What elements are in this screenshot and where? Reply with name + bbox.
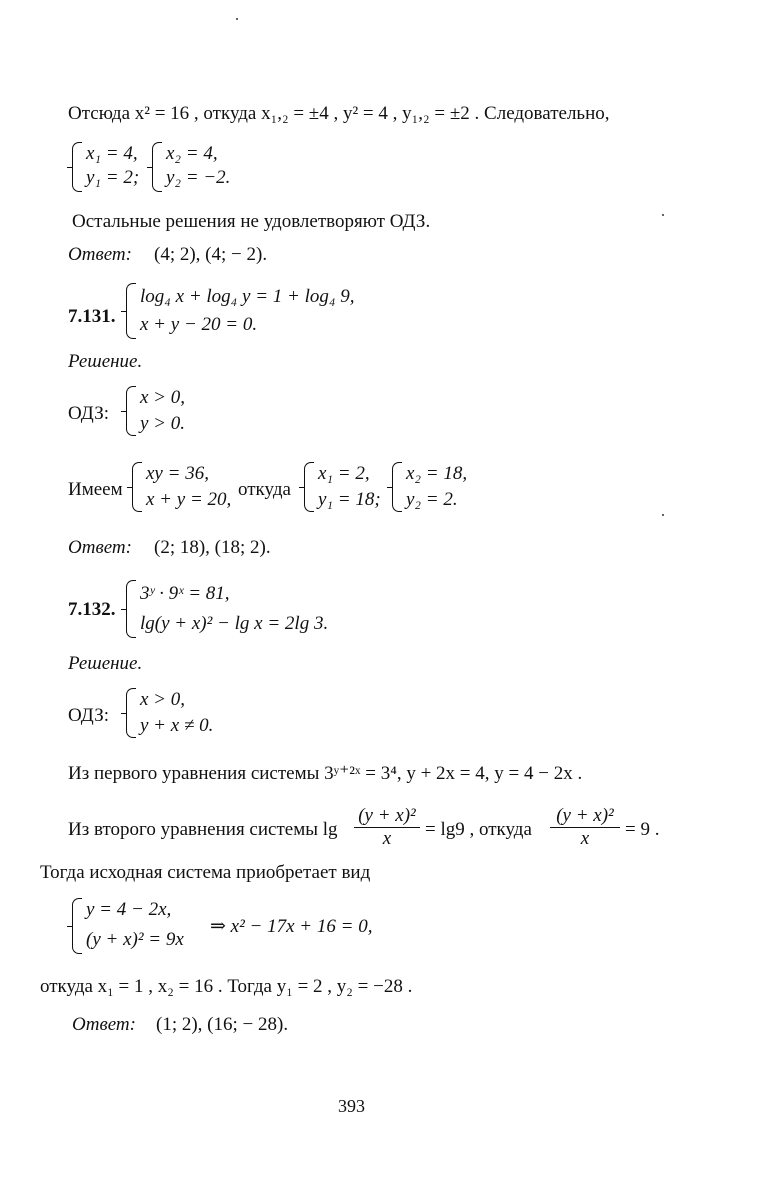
odz-label: ОДЗ: [68,403,110,424]
equation: y + x ≠ 0. [140,715,214,736]
fraction-numerator: (y + x)² [354,805,420,828]
equation: x > 0, [140,387,186,408]
equation: log₄ x + log₄ y = 1 + log₄ 9, [140,286,355,307]
brace [132,462,142,512]
equation: x > 0, [140,689,186,710]
brace [72,898,82,954]
answer-label: Ответ: [72,1014,136,1035]
brace [72,142,82,192]
solution-label: Решение. [68,653,143,674]
second-equation-middle: = lg9 , откуда [425,819,532,840]
brace [126,580,136,638]
equation: x₂ = 18, [406,463,468,484]
answer-3: (1; 2), (16; − 28). [156,1014,289,1035]
answer-2: (2; 18), (18; 2). [154,537,271,558]
scan-speck [236,18,238,20]
fraction-2 [550,805,620,850]
answer-1: (4; 2), (4; − 2). [154,244,268,265]
fraction-numerator: (y + x)² [550,805,620,828]
scan-speck [662,514,664,516]
text-line-1: Отсюда x² = 16 , откуда x₁,₂ = ±4 , y² = 4 , y₁,₂ = ±2 . Следовательно, [68,103,610,124]
equation: y₁ = 18; [318,489,381,510]
final-roots-line: откуда x₁ = 1 , x₂ = 16 . Тогда y₁ = 2 , y₂ = −28 . [40,976,413,997]
equation: x₁ = 2, [318,463,370,484]
brace [152,142,162,192]
second-equation-prefix: Из второго уравнения системы lg [68,819,338,840]
equation: x₁ = 4, [86,143,138,164]
equation: x + y = 20, [146,489,232,510]
fraction-1 [354,805,420,850]
equation: y = 4 − 2x, [86,899,172,920]
second-equation-end: = 9 . [625,819,660,840]
equation: xy = 36, [146,463,209,484]
brace [126,386,136,436]
equation: x₂ = 4, [166,143,218,164]
equation: y > 0. [140,413,186,434]
whence-label: откуда [238,479,291,500]
equation: lg(y + x)² − lg x = 2lg 3. [140,613,329,634]
then-system-line: Тогда исходная система приобретает вид [40,862,371,883]
brace [126,688,136,738]
problem-number-7-132: 7.132. [68,599,116,620]
equation: x + y − 20 = 0. [140,314,258,335]
solution-label: Решение. [68,351,143,372]
equation: 3ʸ · 9ˣ = 81, [140,583,230,604]
equation: (y + x)² = 9x [86,929,184,950]
implies-equation: ⇒ x² − 17x + 16 = 0, [210,916,373,937]
odz-label: ОДЗ: [68,705,110,726]
equation: y₁ = 2; [86,167,140,188]
scan-speck [662,214,664,216]
answer-label: Ответ: [68,244,132,265]
page-number: 393 [338,1096,365,1116]
text-line-2: Остальные решения не удовлетворяют ОДЗ. [72,211,431,232]
fraction-denominator: x [382,828,392,849]
equation: y₂ = 2. [406,489,458,510]
brace [126,283,136,339]
equation: y₂ = −2. [166,167,231,188]
fraction-denominator: x [580,828,590,849]
answer-label: Ответ: [68,537,132,558]
problem-number-7-131: 7.131. [68,306,116,327]
brace [392,462,402,512]
brace [304,462,314,512]
first-equation-line: Из первого уравнения системы 3ʸ⁺²ˣ = 3⁴, y + 2x = 4, y = 4 − 2x . [68,763,583,784]
have-label: Имеем [68,479,123,500]
